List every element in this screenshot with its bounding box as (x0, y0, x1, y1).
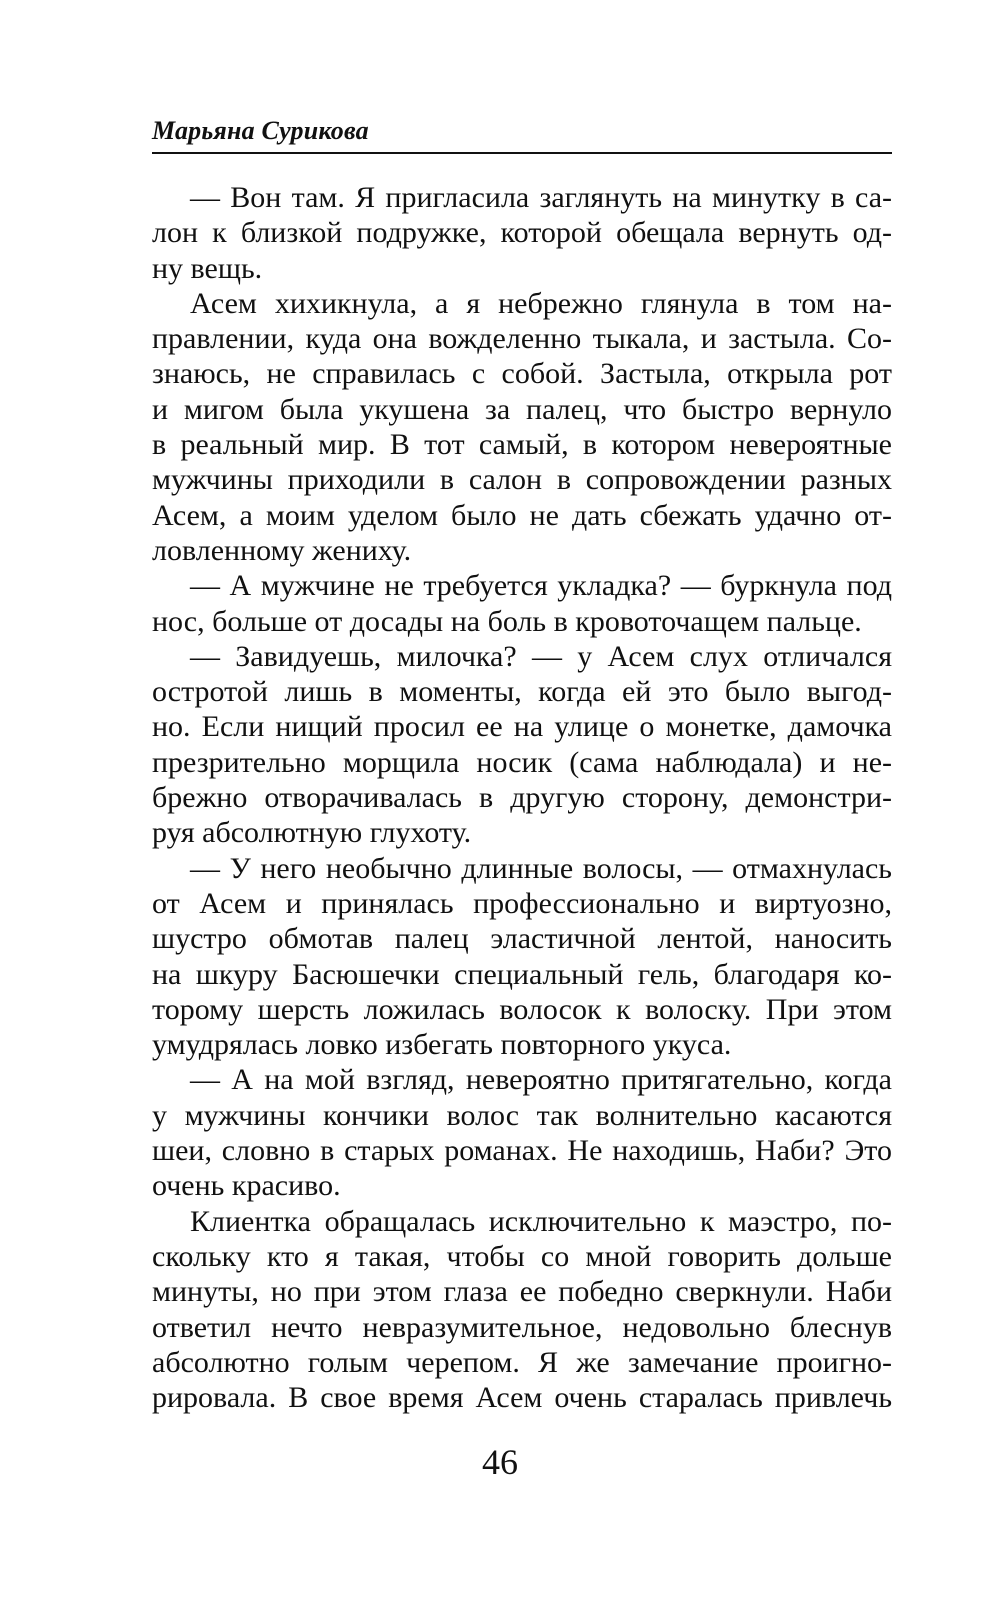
text-line: минуты, но при этом глаза ее победно сверкнули. Наби (152, 1275, 892, 1309)
text-line: на шкуру Басюшечки специальный гель, благодаря ко- (152, 957, 892, 991)
text-line: умудрялась ловко избегать повторного укуса. (152, 1028, 732, 1062)
text-line: руя абсолютную глухоту. (152, 816, 472, 850)
text-line: презрительно морщила носик (сама наблюдала) и не- (152, 745, 892, 779)
text-line: абсолютно голым черепом. Я же замечание проигно- (152, 1345, 892, 1379)
text-line: и мигом была укушена за палец, что быстро вернуло (152, 392, 892, 426)
text-line: брежно отворачивалась в другую сторону, демонстри- (152, 781, 892, 815)
text-line: но. Если нищий просил ее на улице о монетке, дамочка (152, 710, 892, 744)
text-line: нос, больше от досады на боль в кровоточащем пальце. (152, 604, 862, 638)
text-line: шеи, словно в старых романах. Не находишь, Наби? Это (152, 1134, 892, 1168)
text-line: — Завидуешь, милочка? — у Асем слух отличался (190, 639, 892, 673)
text-line: знаюсь, не справилась с собой. Застыла, открыла рот (152, 357, 892, 391)
text-line: Асем хихикнула, а я небрежно глянула в том на- (190, 286, 892, 320)
text-line: — А мужчине не требуется укладка? — буркнула под (190, 569, 892, 603)
text-line: остротой лишь в моменты, когда ей это было выгод- (152, 675, 892, 709)
text-line: Клиентка обращалась исключительно к маэстро, по- (190, 1204, 892, 1238)
page-number: 46 (482, 1442, 518, 1482)
running-head (152, 112, 892, 154)
text-line: ну вещь. (152, 251, 263, 285)
text-line: очень красиво. (152, 1169, 341, 1203)
text-line: ответил нечто невразумительное, недовольно блеснув (152, 1310, 892, 1344)
text-line: торому шерсть ложилась волосок к волоску. При этом (152, 992, 892, 1026)
text-line: ловленному жениху. (152, 533, 412, 567)
text-line: — А на мой взгляд, невероятно притягательно, когда (190, 1063, 892, 1097)
text-line: скольку кто я такая, чтобы со мной говорить дольше (152, 1239, 892, 1273)
text-line: рировала. В свое время Асем очень старалась привлечь (152, 1381, 892, 1415)
body-text (152, 180, 892, 1415)
text-line: от Асем и принялась профессионально и виртуозно, (152, 886, 892, 920)
text-line: Асем, а моим уделом было не дать сбежать удачно от- (152, 498, 892, 532)
text-line: — Вон там. Я пригласила заглянуть на минутку в са- (190, 181, 892, 214)
text-line: лон к близкой подружке, которой обещала вернуть од- (152, 216, 892, 250)
text-line: в реальный мир. В тот самый, в котором невероятные (152, 428, 892, 462)
text-line: у мужчины кончики волос так волнительно касаются (152, 1098, 892, 1132)
text-line: шустро обмотав палец эластичной лентой, наносить (152, 922, 892, 956)
text-line: — У него необычно длинные волосы, — отмахнулась (190, 851, 892, 885)
text-line: мужчины приходили в салон в сопровождении разных (152, 463, 892, 497)
text-line: правлении, куда она вожделенно тыкала, и застыла. Со- (152, 322, 892, 356)
author-name: Марьяна Сурикова (152, 116, 369, 145)
